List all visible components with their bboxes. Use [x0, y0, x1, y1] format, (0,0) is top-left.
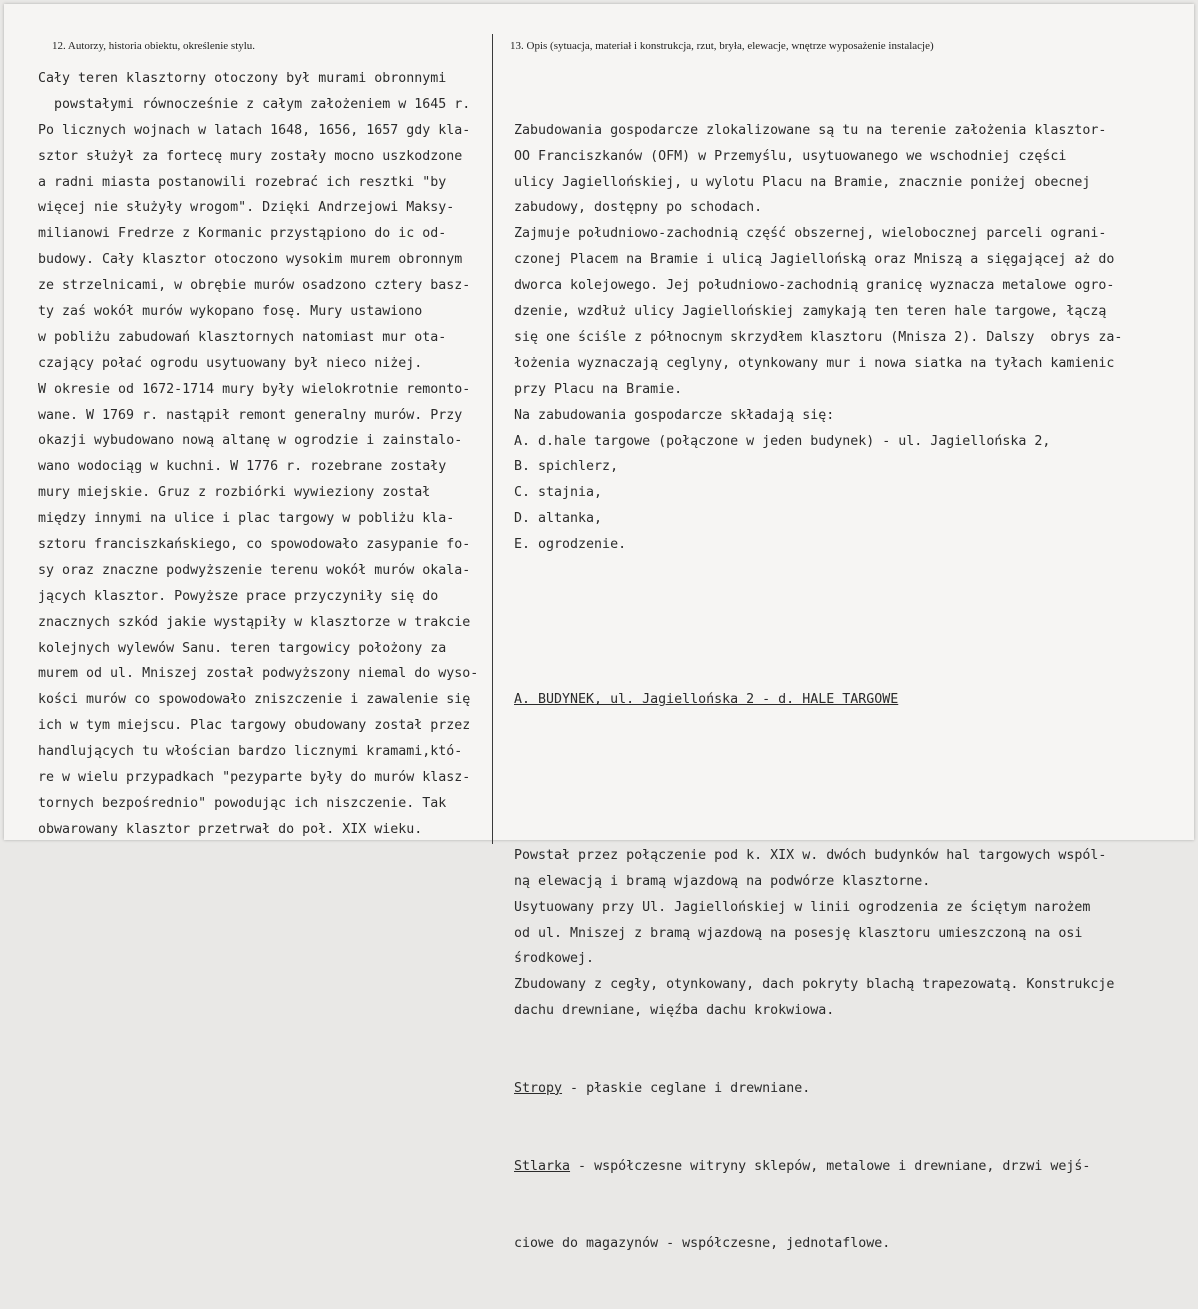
text-line: Na zabudowania gospodarcze składają się: — [514, 407, 835, 423]
text-line: się one ściśle z północnym skrzydłem klasztoru (Mnisza 2). Dalszy obrys za- — [514, 329, 1123, 345]
text-line: Zajmuje południowo-zachodnią część obszernej, wielobocznej parceli ograni- — [514, 226, 1107, 242]
text-line: A. d.hale targowe (połączone w jeden budynek) - ul. Jagiellońska 2, — [514, 433, 1051, 449]
stropy-label: Stropy — [514, 1080, 563, 1096]
text-line: ulicy Jagiellońskiej, u wylotu Placu na Bramie, znacznie poniżej obecnej — [514, 174, 1091, 190]
text-line: jących klasztor. Powyższe prace przyczyniły się do — [38, 588, 439, 604]
text-line: Cały teren klasztorny otoczony był murami obronnymi — [38, 71, 447, 86]
text-line: kolejnych wylewów Sanu. teren targowicy położony za — [38, 640, 447, 656]
text-line: dachu drewniane, więźba dachu krokwiowa. — [514, 1003, 835, 1019]
text-line: obwarowany klasztor przetrwał do poł. XIX wieku. — [38, 821, 423, 837]
text-line: handlujących tu włościan bardzo licznymi kramami,któ- — [38, 744, 463, 760]
text-line: zabudowy, dostępny po schodach. — [514, 200, 763, 216]
text-line: murem od ul. Mniszej został podwyższony niemal do wyso- — [38, 666, 479, 682]
text-line: czonej Placem na Bramie i ulicą Jagiellońską oraz Mniszą a sięgającej aż do — [514, 252, 1115, 268]
text-line: ną elewacją i bramą wjazdową na podwórze klasztorne. — [514, 873, 931, 889]
text-line: kości murów co spowodowało zniszczenie i zawalenie się — [38, 692, 471, 708]
text-line: między innymi na ulice i plac targowy w pobliżu kla- — [38, 511, 455, 527]
section-13-header: 13. Opis (sytuacja, materiał i konstrukcja, rzut, bryła, elewacje, wnętrze wyposażenie instalacje) — [510, 40, 934, 52]
text-line: od ul. Mniszej z bramą wjazdową na posesję klasztoru umieszczoną na osi — [514, 925, 1083, 941]
text-line: sy oraz znaczne podwyższenie terenu wokół murów okala- — [38, 562, 471, 578]
stropy-line — [514, 1076, 1174, 1102]
text-line: ze strzelnicami, w obrębie murów osadzono cztery basz- — [38, 278, 471, 294]
text-line: budowy. Cały klasztor otoczono wysokim murem obronnym — [38, 252, 463, 268]
text-line: OO Franciszkanów (OFM) w Przemyślu, usytuowanego we wschodniej części — [514, 148, 1067, 164]
blank-line — [514, 765, 1174, 791]
text-line: ich w tym miejscu. Plac targowy obudowany został przez — [38, 718, 471, 734]
text-line: przy Placu na Bramie. — [514, 381, 683, 397]
text-line: sztoru franciszkańskiego, co spowodowało zasypanie fo- — [38, 537, 471, 553]
text-line: E. ogrodzenie. — [514, 537, 627, 553]
text-line: wane. W 1769 r. nastąpił remont generalny murów. Przy — [38, 407, 463, 423]
section-12-header: 12. Autorzy, historia obiektu, określenie stylu. — [52, 40, 256, 52]
stropy-text: - płaskie ceglane i drewniane. — [562, 1080, 811, 1096]
text-line: tornych bezpośrednio" powodując ich niszczenie. Tak — [38, 795, 447, 811]
text-line: a radni miasta postanowili rozebrać ich resztki "by — [38, 174, 447, 190]
text-line: więcej nie służyły wrogom". Dzięki Andrzejowi Maksy- — [38, 200, 455, 216]
text-line: wano wodociąg w kuchni. W 1776 r. rozebrane zostały — [38, 459, 447, 475]
text-line: sztor służył za fortecę mury zostały mocno uszkodzone — [38, 148, 463, 164]
text-line: środkowej. — [514, 951, 595, 967]
text-line: milianowi Fredrze z Kormanic przystąpiono do ic od- — [38, 226, 447, 242]
text-line: okazji wybudowano nową altanę w ogrodzie i zainstalo- — [38, 433, 463, 449]
text-line: ty zaś wokół murów wykopano fosę. Mury ustawiono — [38, 304, 423, 320]
column-divider — [492, 34, 493, 844]
text-line: Powstał przez połączenie pod k. XIX w. dwóch budynków hal targowych wspól- — [514, 847, 1107, 863]
stolarka-label: Stlarka — [514, 1158, 571, 1174]
text-line: D. altanka, — [514, 511, 603, 527]
blank-line — [514, 610, 1174, 636]
text-line: mury miejskie. Gruz z rozbiórki wywieziony został — [38, 485, 431, 501]
text-line: re w wielu przypadkach "pezyparte były do murów klasz- — [38, 770, 471, 786]
description-text-column — [514, 66, 1174, 1309]
text-line: powstałymi równocześnie z całym założeniem w 1645 r. — [38, 96, 471, 112]
text-line: C. stajnia, — [514, 485, 603, 501]
text-line: dworca kolejowego. Jej południowo-zachodnią granicę wyznacza metalowe ogro- — [514, 278, 1115, 294]
section-a-heading: A. BUDYNEK, ul. Jagiellońska 2 - d. HALE TARGOWE — [514, 692, 899, 708]
text-line: Zbudowany z cegły, otynkowany, dach pokryty blachą trapezowatą. Konstrukcje — [514, 977, 1115, 993]
document-page — [4, 4, 1194, 1252]
stolarka-text: - współczesne witryny sklepów, metalowe i drewniane, drzwi wejś- — [570, 1158, 1091, 1174]
text-line: znacznych szkód jakie wystąpiły w klasztorze w trakcie — [38, 614, 471, 630]
text-line: w pobliżu zabudowań klasztornych natomiast mur ota- — [38, 329, 447, 345]
text-line: czający połać ogrodu usytuowany był nieco niżej. — [38, 355, 423, 371]
text-line: ciowe do magazynów - współczesne, jednotaflowe. — [514, 1236, 891, 1252]
text-line: Usytuowany przy Ul. Jagiellońskiej w linii ogrodzenia ze ściętym narożem — [514, 899, 1091, 915]
text-line: dzenie, wzdłuż ulicy Jagiellońskiej zamykają ten teren hale targowe, łączą — [514, 304, 1107, 320]
text-line: B. spichlerz, — [514, 459, 619, 475]
text-line: Zabudowania gospodarcze zlokalizowane są tu na terenie założenia klasztor- — [514, 122, 1107, 138]
text-line: łożenia wyznaczają ceglyny, otynkowany mur i nowa siatka na tyłach kamienic — [514, 355, 1115, 371]
stolarka-line — [514, 1154, 1174, 1180]
text-line: Po licznych wojnach w latach 1648, 1656, 1657 gdy kla- — [38, 122, 471, 138]
history-text-column — [38, 66, 490, 843]
text-line: W okresie od 1672-1714 mury były wielokrotnie remonto- — [38, 381, 471, 397]
